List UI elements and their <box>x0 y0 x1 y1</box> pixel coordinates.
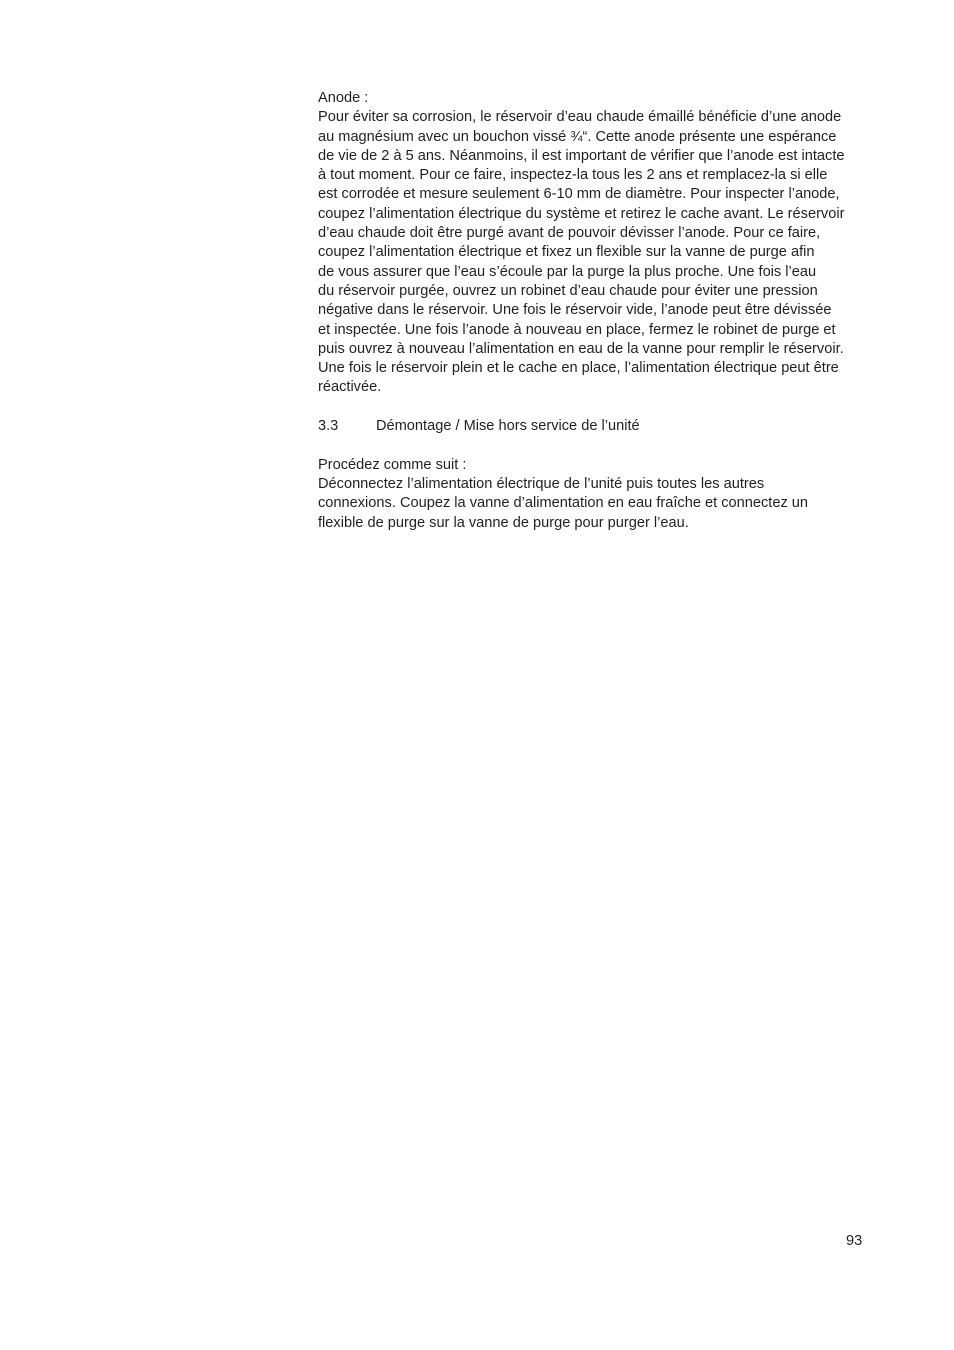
anode-line: Pour éviter sa corrosion, le réservoir d’eau chaude émaillé bénéficie d’une anode <box>318 109 842 126</box>
paragraph-spacer <box>318 398 908 417</box>
anode-line: du réservoir purgée, ouvrez un robinet d’eau chaude pour éviter une pression <box>318 282 818 299</box>
anode-line: à tout moment. Pour ce faire, inspectez-la tous les 2 ans et remplacez-la si elle <box>318 167 828 184</box>
anode-paragraph <box>318 108 908 397</box>
anode-line: puis ouvrez à nouveau l’alimentation en eau de la vanne pour remplir le réservoir. <box>318 340 844 357</box>
procedure-line: flexible de purge sur la vanne de purge pour purger l’eau. <box>318 514 689 531</box>
section-title: Démontage / Mise hors service de l’unité <box>376 418 640 435</box>
procedure-paragraph <box>318 475 908 533</box>
anode-line: réactivée. <box>318 379 382 396</box>
anode-line: de vous assurer que l’eau s’écoule par la purge la plus proche. Une fois l’eau <box>318 263 817 280</box>
anode-line: Une fois le réservoir plein et le cache en place, l’alimentation électrique peut être <box>318 360 839 377</box>
section-number: 3.3 <box>318 418 339 435</box>
paragraph-spacer <box>318 436 908 455</box>
procedure-line: connexions. Coupez la vanne d’alimentation en eau fraîche et connectez un <box>318 495 809 512</box>
procedure-heading: Procédez comme suit : <box>318 456 467 473</box>
anode-line: négative dans le réservoir. Une fois le réservoir vide, l’anode peut être dévissée <box>318 302 832 319</box>
procedure-line: Déconnectez l’alimentation électrique de l’unité puis toutes les autres <box>318 475 765 492</box>
anode-line: d’eau chaude doit être purgé avant de pouvoir dévisser l’anode. Pour ce faire, <box>318 225 821 242</box>
page-number: 93 <box>846 1233 863 1249</box>
page-content <box>318 89 908 533</box>
anode-line: est corrodée et mesure seulement 6-10 mm de diamètre. Pour inspecter l’anode, <box>318 186 840 203</box>
anode-line: et inspectée. Une fois l’anode à nouveau en place, fermez le robinet de purge et <box>318 321 836 338</box>
anode-line: au magnésium avec un bouchon vissé ¾“. Cette anode présente une espérance <box>318 128 837 145</box>
anode-line: de vie de 2 à 5 ans. Néanmoins, il est important de vérifier que l’anode est intacte <box>318 147 845 164</box>
anode-heading: Anode : <box>318 90 369 106</box>
section-heading <box>318 417 908 436</box>
anode-line: coupez l’alimentation électrique du système et retirez le cache avant. Le réservoir <box>318 205 845 222</box>
anode-line: coupez l’alimentation électrique et fixez un flexible sur la vanne de purge afin <box>318 244 815 261</box>
